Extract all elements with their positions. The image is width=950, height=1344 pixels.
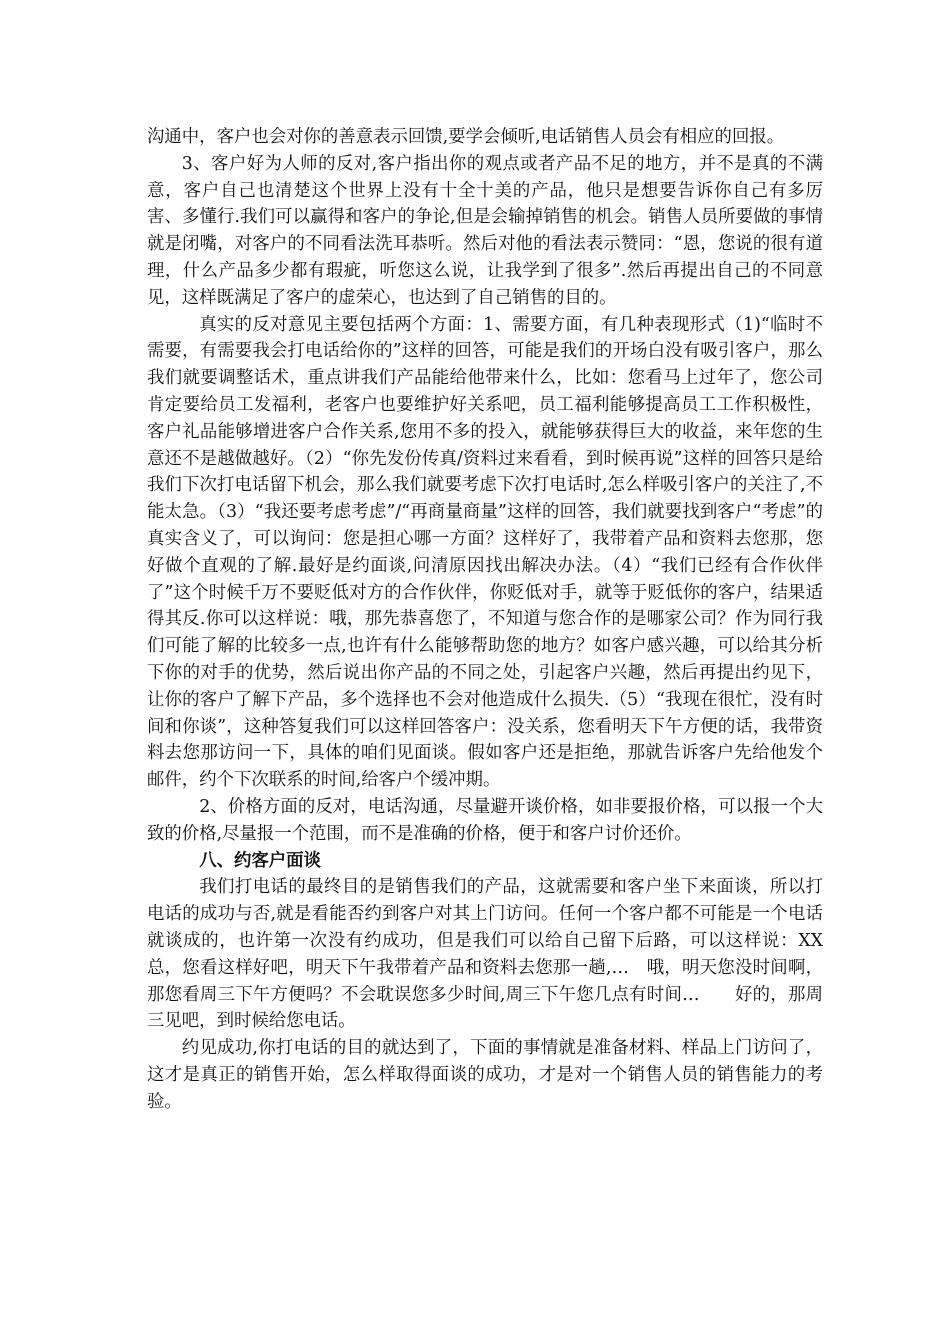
paragraph-price-objection: 2、价格方面的反对，电话沟通，尽量避开谈价格，如非要报价格，可以报一个大致的价格,尽量报一个范围，而不是准确的价格，便于和客户讨价还价。 xyxy=(147,796,823,844)
document-page xyxy=(147,124,823,1115)
paragraph-continuation: 沟通中，客户也会对你的善意表示回馈,要学会倾听,电话销售人员会有相应的回报。 xyxy=(147,127,785,147)
paragraph-objection-3: 3、客户好为人师的反对,客户指出你的观点或者产品不足的地方，并不是真的不满意，客户自己也清楚这个世界上没有十全十美的产品，他只是想要告诉你自己有多厉害、多懂行.我们可以赢得和客户的争论,但是会输掉销售的机会。销售人员所要做的事情就是闭嘴，对客户的不同看法洗耳恭听。然后对他的看法表示赞同：“恩，您说的很有道理，什么产品多少都有瑕疵，听您这么说，让我学到了很多”.然后再提出自己的不同意见，这样既满足了客户的虚荣心，也达到了自己销售的目的。 xyxy=(147,153,823,308)
section-heading-8: 八、约客户面谈 xyxy=(199,850,321,871)
paragraph-meeting: 我们打电话的最终目的是销售我们的产品，这就需要和客户坐下来面谈，所以打电话的成功与否,就是看能否约到客户对其上门访问。任何一个客户都不可能是一个电话就谈成的，也许第一次没有约成功，但是我们可以给自己留下后路，可以这样说：XX总，您看这样好吧，明天下午我带着产品和资料去您那一趟,… 哦，明天您没时间啊，那您看周三下午方便吗？不会耽误您多少时间,周三下午您几点有时间… 好的，那周三见吧，到时候给您电话。 xyxy=(147,877,823,1032)
paragraph-real-objections: 真实的反对意见主要包括两个方面：1、需要方面，有几种表现形式（1)“临时不需要，有需要我会打电话给你的”这样的回答，可能是我们的开场白没有吸引客户，那么我们就要调整话术，重点讲我们产品能给他带来什么，比如：您看马上过年了，您公司肯定要给员工发福利，老客户也要维护好关系吧，员工福利能够提高员工工作积极性，客户礼品能够增进客户合作关系,您用不多的投入，就能够获得巨大的收益，来年您的生意还不是越做越好。（2）“你先发份传真/资料过来看看，到时候再说”这样的回答只是给我们下次打电话留下机会，那么我们就要考虑下次打电话时,怎么样吸引客户的关注了,不能太急。（3）“我还要考虑考虑”/“再商量商量”这样的回答，我们就要找到客户“考虑”的真实含义了，可以询问：您是担心哪一方面？这样好了，我带着产品和资料去您那，您好做个直观的了解.最好是约面谈,问清原因找出解决办法。（4）“我们已经有合作伙伴了”这个时候千万不要贬低对方的合作伙伴，你贬低对手，就等于贬低你的客户，结果适得其反.你可以这样说：哦，那先恭喜您了，不知道与您合作的是哪家公司？作为同行我们可能了解的比较多一点,也许有什么能够帮助您的地方？如客户感兴趣，可以给其分析下你的对手的优势，然后说出你产品的不同之处，引起客户兴趣，然后再提出约见下，让你的客户了解下产品，多个选择也不会对他造成什么损失.（5）“我现在很忙，没有时间和你谈”，这种答复我们可以这样回答客户：没关系，您看明天下午方便的话，我带资料去您那访问一下，具体的咱们见面谈。假如客户还是拒绝，那就告诉客户先给他发个邮件，约个下次联系的时间,给客户个缓冲期。 xyxy=(147,314,823,791)
paragraph-meeting-success: 约见成功,你打电话的目的就达到了，下面的事情就是准备材料、样品上门访问了，这才是真正的销售开始，怎么样取得面谈的成功，才是对一个销售人员的销售能力的考验。 xyxy=(147,1038,823,1112)
